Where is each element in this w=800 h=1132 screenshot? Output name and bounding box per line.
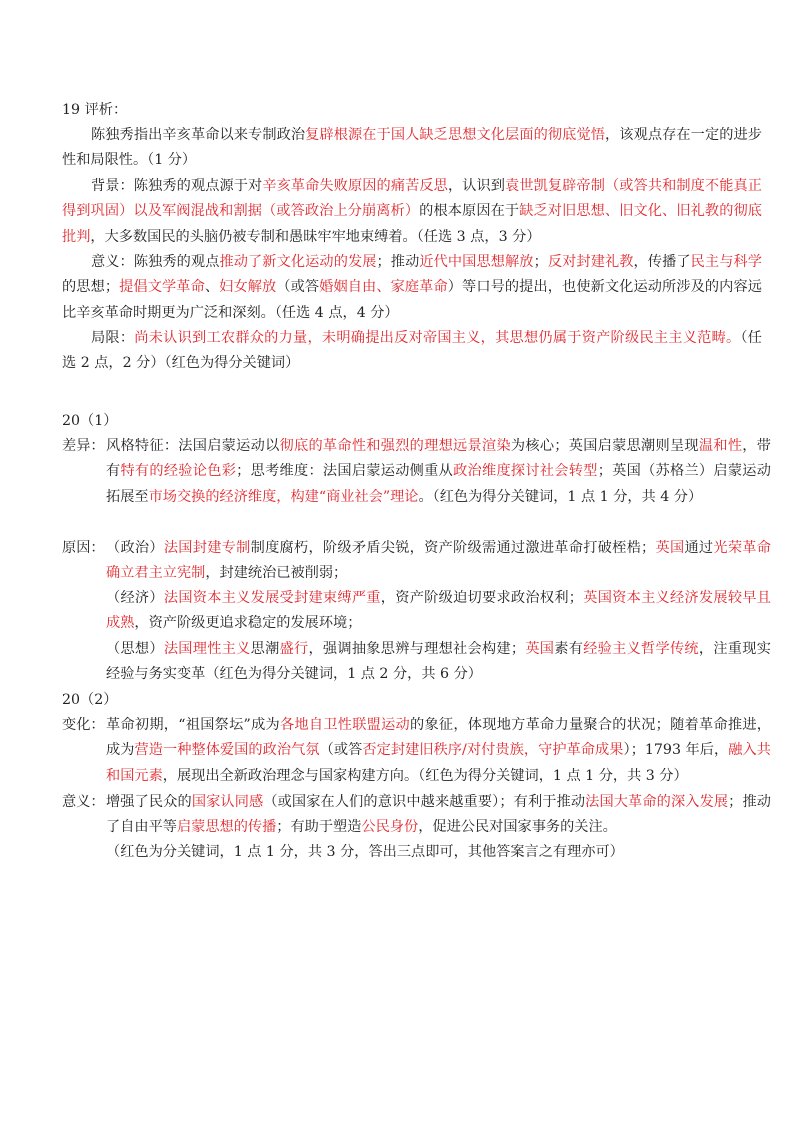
scoring-keyword: 法国封建专制 [163, 540, 251, 556]
scoring-keyword: 近代中国思想解放 [419, 254, 534, 270]
scoring-keyword: 公民身份 [361, 819, 419, 836]
reason-ideological [106, 637, 771, 688]
scoring-keyword: 反对封建礼教 [547, 254, 634, 270]
answer-text: 风格特征：法国启蒙运动以 [106, 438, 280, 454]
scoring-keyword: 盛行 [279, 641, 309, 657]
scoring-keyword: 光荣革命确立君主立宪制 [106, 540, 771, 582]
answer-text: ，资产阶级迫切要求政治权利； [380, 590, 583, 606]
answer-text: （经济） [106, 590, 164, 606]
meaning-note: （红色为分关键词，1 点 1 分，共 3 分，答出三点即可，其他答案言之有理亦可） [106, 844, 624, 860]
answer-text: 局限： [91, 330, 135, 346]
answer-text: ，强调抽象思辨与理想社会构建； [308, 641, 526, 657]
answer-text: ，传播了 [633, 254, 691, 270]
answer-text: 制度腐朽，阶级矛盾尖锐，资产阶级需通过激进革命打破桎梏； [250, 540, 656, 556]
scoring-keyword: 温和性 [698, 438, 743, 454]
q19-significance [62, 250, 762, 326]
answer-text: 背景：陈独秀的观点源于对 [91, 178, 263, 194]
answer-text: 、 [204, 279, 220, 296]
scoring-keyword: 法国理性主义 [163, 641, 251, 657]
scoring-keyword: 营造一种整体爱国的政治气氛 [134, 742, 320, 759]
answer-text: （或答 [276, 279, 320, 296]
scoring-keyword: 各地自卫性联盟运动 [279, 717, 411, 733]
change-text [106, 713, 771, 789]
reason-label: 原因： [62, 540, 105, 556]
answer-text: ，资产阶级更追求稳定的发展环境； [134, 615, 362, 632]
q20-1-title: 20（1） [62, 413, 118, 429]
answer-text: 。（红色为得分关键词，1 点 1 分，共 4 分） [418, 488, 703, 505]
answer-text: ，该观点存在一定的进步性和局限性。（1 分） [62, 127, 762, 169]
scoring-keyword: 彻底的革命性和强烈的理想远景渲染 [279, 438, 511, 454]
scoring-keyword: 提倡文学革命 [119, 279, 205, 296]
answer-text: 为核心；英国启蒙思潮则呈现 [510, 438, 699, 454]
answer-text: 素有 [554, 641, 584, 657]
answer-text: ，大多数国民的头脑仍被专制和愚昧牢牢地束缚着。（任选 3 点，3 分） [90, 228, 541, 245]
scoring-keyword: 英国 [525, 641, 555, 657]
answer-text: 陈独秀指出辛亥革命以来专制政治 [91, 127, 306, 143]
q19-title: 19 评析： [62, 102, 128, 118]
scoring-keyword: 法国资本主义发展受封建束缚严重 [163, 590, 381, 606]
q19-limitation [62, 326, 762, 377]
answer-text: ；英国（苏格兰）启蒙运动拓展至 [106, 463, 771, 505]
scoring-keyword: 尚未认识到工农群众的力量，未明确提出反对帝国主义，其思想仍属于资产阶级民主主义范畴。 [134, 330, 741, 346]
scoring-keyword: 英国 [655, 540, 685, 556]
scoring-keyword: 推动了新文化运动的发展 [219, 254, 377, 270]
meaning-label: 意义： [62, 794, 105, 810]
scoring-keyword: 婚姻自由、家庭革命 [319, 279, 448, 296]
answer-text: 通过 [684, 540, 714, 556]
answer-text: ；推动 [376, 254, 420, 270]
answer-text: 的根本原因在于 [419, 203, 520, 220]
q20-2-title: 20（2） [62, 692, 118, 708]
scoring-keyword: 妇女解放 [219, 279, 277, 296]
scoring-keyword: 经验主义哲学传统 [583, 641, 699, 657]
answer-text: （或国家在人们的意识中越来越重要）；有利于推动 [263, 794, 586, 810]
scoring-keyword: 政治维度探讨社会转型 [453, 463, 598, 480]
reason-economic [106, 586, 771, 637]
scoring-keyword: 英国资本主义经济发展较早且成熟 [106, 590, 771, 632]
difference-label: 差异： [62, 438, 105, 454]
q19-background [62, 174, 762, 250]
answer-text: （或答 [319, 742, 363, 759]
q19-intro [62, 123, 762, 174]
scoring-keyword: 否定封建旧秩序/对付贵族，守护革命成果 [362, 742, 624, 759]
scoring-keyword: 市场交换的经济维度，构建“商业社会”理论 [148, 488, 419, 505]
scoring-keyword: 辛亥革命失败原因的痛苦反思 [262, 178, 448, 194]
difference-text [106, 434, 771, 510]
answer-text: ）等口号的提出，也使新文化运动所涉及的内容远比辛亥革命时期更为广泛和深刻。（任选 4 点，4 分） [62, 279, 762, 321]
scoring-keyword: 国家认同感 [191, 794, 264, 810]
scoring-keyword: 缺乏对旧思想、旧文化、旧礼教的彻底批判 [62, 203, 762, 245]
answer-text: 意义：陈独秀的观点 [91, 254, 220, 270]
scoring-keyword: 民主与科学 [690, 254, 762, 270]
answer-text: 革命初期，“祖国祭坛”成为 [106, 717, 280, 733]
answer-text: （政治） [106, 540, 164, 556]
answer-text: （任选 2 点，2 分）（红色为得分关键词） [62, 330, 762, 372]
answer-text: 的象征，体现地方革命力量聚合的状况；随着革命推进，成为 [106, 717, 771, 759]
answer-text: ，认识到 [447, 178, 506, 194]
scoring-keyword: 袁世凯复辟帝制（或答共和制度不能真正得到巩固）以及军阀混战和割据（或答政治上分崩离析） [62, 178, 762, 220]
answer-text: ，封建统治已被削弱； [205, 565, 348, 582]
scoring-keyword: 融入共和国元素 [106, 742, 771, 784]
answer-text: ，注重现实经验与务实变革（红色为得分关键词，1 点 2 分，共 6 分） [106, 641, 771, 683]
answer-text: ，促进公民对国家事务的关注。 [418, 819, 617, 836]
answer-text: ，带有 [106, 438, 771, 480]
answer-text: ；推动了自由平等 [106, 794, 771, 836]
scoring-keyword: 启蒙思想的传播 [176, 819, 277, 836]
answer-text: ；思考维度：法国启蒙运动侧重从 [236, 463, 454, 480]
answer-text: （思想） [106, 641, 164, 657]
scoring-keyword: 特有的经验论色彩 [120, 463, 237, 480]
meaning-text [106, 790, 771, 841]
answer-text: 的思想； [62, 279, 120, 296]
change-label: 变化： [62, 717, 105, 733]
answer-text: 思潮 [250, 641, 280, 657]
scoring-keyword: 复辟根源在于国人缺乏思想文化层面的彻底觉悟 [305, 127, 606, 143]
answer-text: ，展现出全新政治理念与国家构建方向。（红色为得分关键词，1 点 1 分，共 3 分） [162, 767, 688, 784]
scoring-keyword: 法国大革命的深入发展 [585, 794, 729, 810]
answer-text: ）；1793 年后， [623, 742, 729, 759]
answer-text: 增强了民众的 [106, 794, 192, 810]
answer-text: ；有助于塑造 [276, 819, 362, 836]
reason-political [106, 536, 771, 587]
answer-text: ； [533, 254, 548, 270]
